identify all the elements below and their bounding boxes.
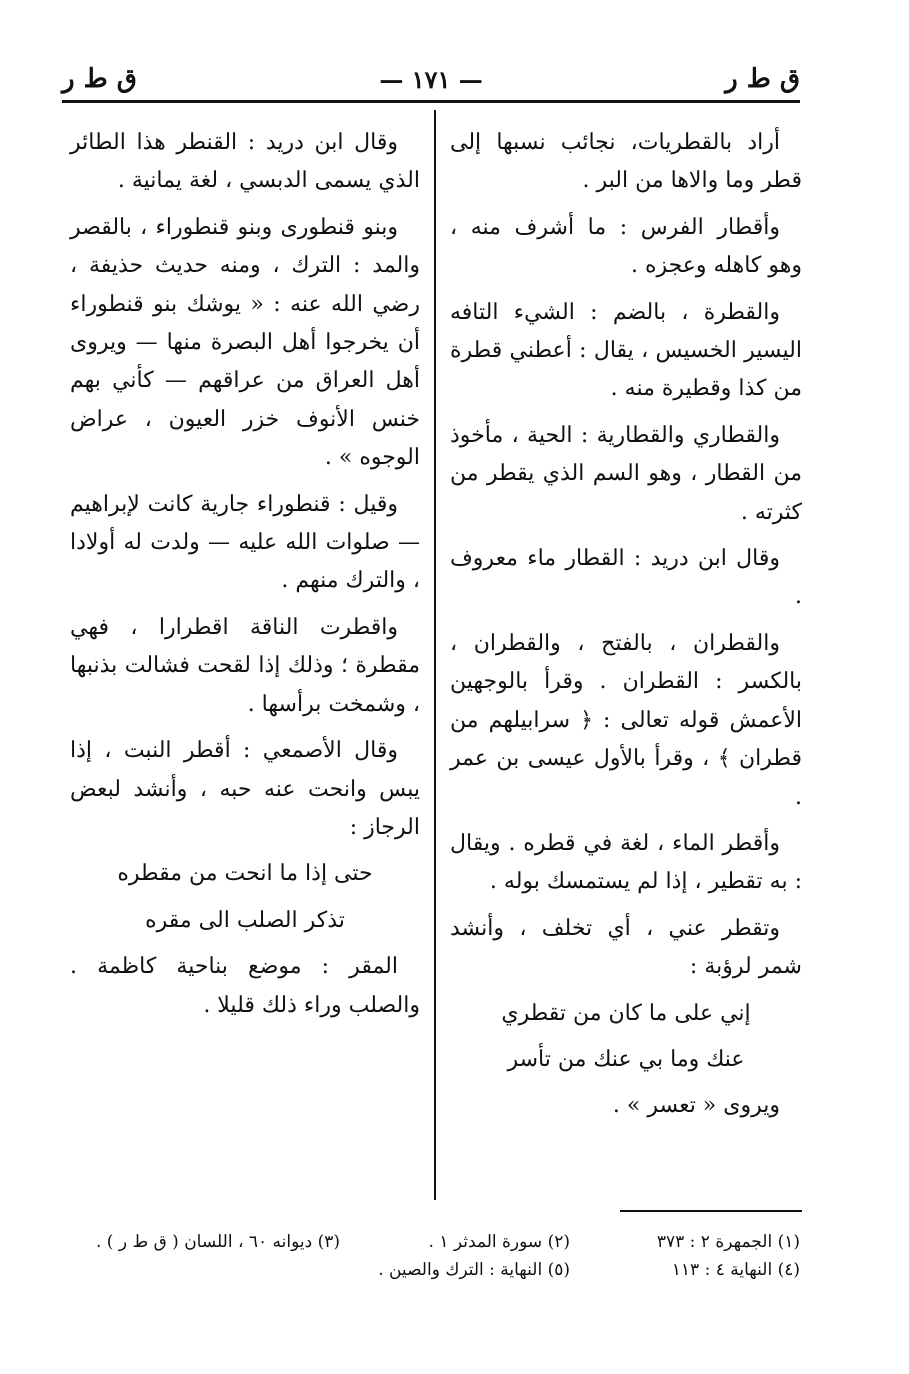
paragraph: والقطرة ، بالضم : الشيء التافه اليسير الخسيس ، يقال : أعطني قطرة من كذا وقطيرة منه . [450,299,802,402]
paragraph: والقطاري والقطارية : الحية ، مأخوذ من القطار ، وهو السم الذي يقطر من كثرته . [450,422,802,525]
verse-line: عنك وما بي عنك من تأسر [507,1046,745,1072]
footnote: (٤) النهاية ٤ : ١١٣ [671,1260,800,1280]
paragraph: وأقطر الماء ، لغة في قطره . ويقال : به تقطير ، إذا لم يستمسك بوله . [450,830,802,895]
page-number: — ١٧١ — [379,64,483,94]
paragraph: واقطرت الناقة اقطرارا ، فهي مقطرة ؛ وذلك إذا لقحت فشالت بذنبها ، وشمخت برأسها . [70,614,420,717]
footnote: (٣) ديوانه ٦٠ ، اللسان ( ق ط ر ) . [95,1232,340,1252]
verse-line: حتى إذا ما انحت من مقطره [117,861,373,887]
paragraph: ويروى « تعسر » . [612,1093,780,1119]
left-column [70,124,420,1033]
footnotes [95,1228,800,1284]
header-root-right: ق ط ر [725,64,800,94]
verse-line: إني على ما كان من تقطري [501,1000,751,1026]
footnote: (٥) النهاية : الترك والصين . [378,1260,570,1280]
header-rule [62,100,800,103]
paragraph: المقر : موضع بناحية كاظمة . والصلب وراء ذلك قليلا . [70,954,420,1018]
paragraph: وقال ابن دريد : القنطر هذا الطائر الذي يسمى الدبسي ، لغة يمانية . [70,130,420,194]
footnote: (١) الجمهرة ٢ : ٣٧٣ [656,1232,800,1252]
paragraph: أراد بالقطريات، نجائب نسبها إلى قطر وما والاها من البر . [450,130,802,194]
page-header [62,58,800,100]
paragraph: وقال ابن دريد : القطار ماء معروف . [450,546,802,610]
paragraph: وتقطر عني ، أي تخلف ، وأنشد شمر لرؤبة : [450,915,802,980]
footnote: (٢) سورة المدثر ١ . [428,1232,570,1252]
verse-line: تذكر الصلب الى مقره [145,907,345,933]
paragraph: وقيل : قنطوراء جارية كانت لإبراهيم — صلوات الله عليه — ولدت له أولادا ، والترك منهم . [70,491,420,594]
footnote-rule [620,1210,802,1212]
right-column [450,124,802,1134]
paragraph: والقطران ، بالفتح ، والقطران ، بالكسر : القطران . وقرأ بالوجهين الأعمش قوله تعالى : ﴿ سرابيلهم من قطران ﴾ ، وقرأ بالأول عيسى بن عمر . [450,630,802,810]
column-divider [434,110,436,1200]
paragraph: وأقطار الفرس : ما أشرف منه ، وهو كاهله وعجزه . [450,214,802,279]
paragraph: وبنو قنطورى وبنو قنطوراء ، بالقصر والمد : الترك ، ومنه حديث حذيفة ، رضي الله عنه : « يوشك بنو قنطوراء أن يخرجوا أهل البصرة منها — ويروى أهل العراق من عراقهم — كأني بهم خنس الأنوف خزر العيون ، عراض الوجوه » . [70,214,420,471]
header-root-left: ق ط ر [62,64,137,94]
paragraph: وقال الأصمعي : أقطر النبت ، إذا يبس وانحت عنه حبه ، وأنشد لبعض الرجاز : [70,738,420,840]
